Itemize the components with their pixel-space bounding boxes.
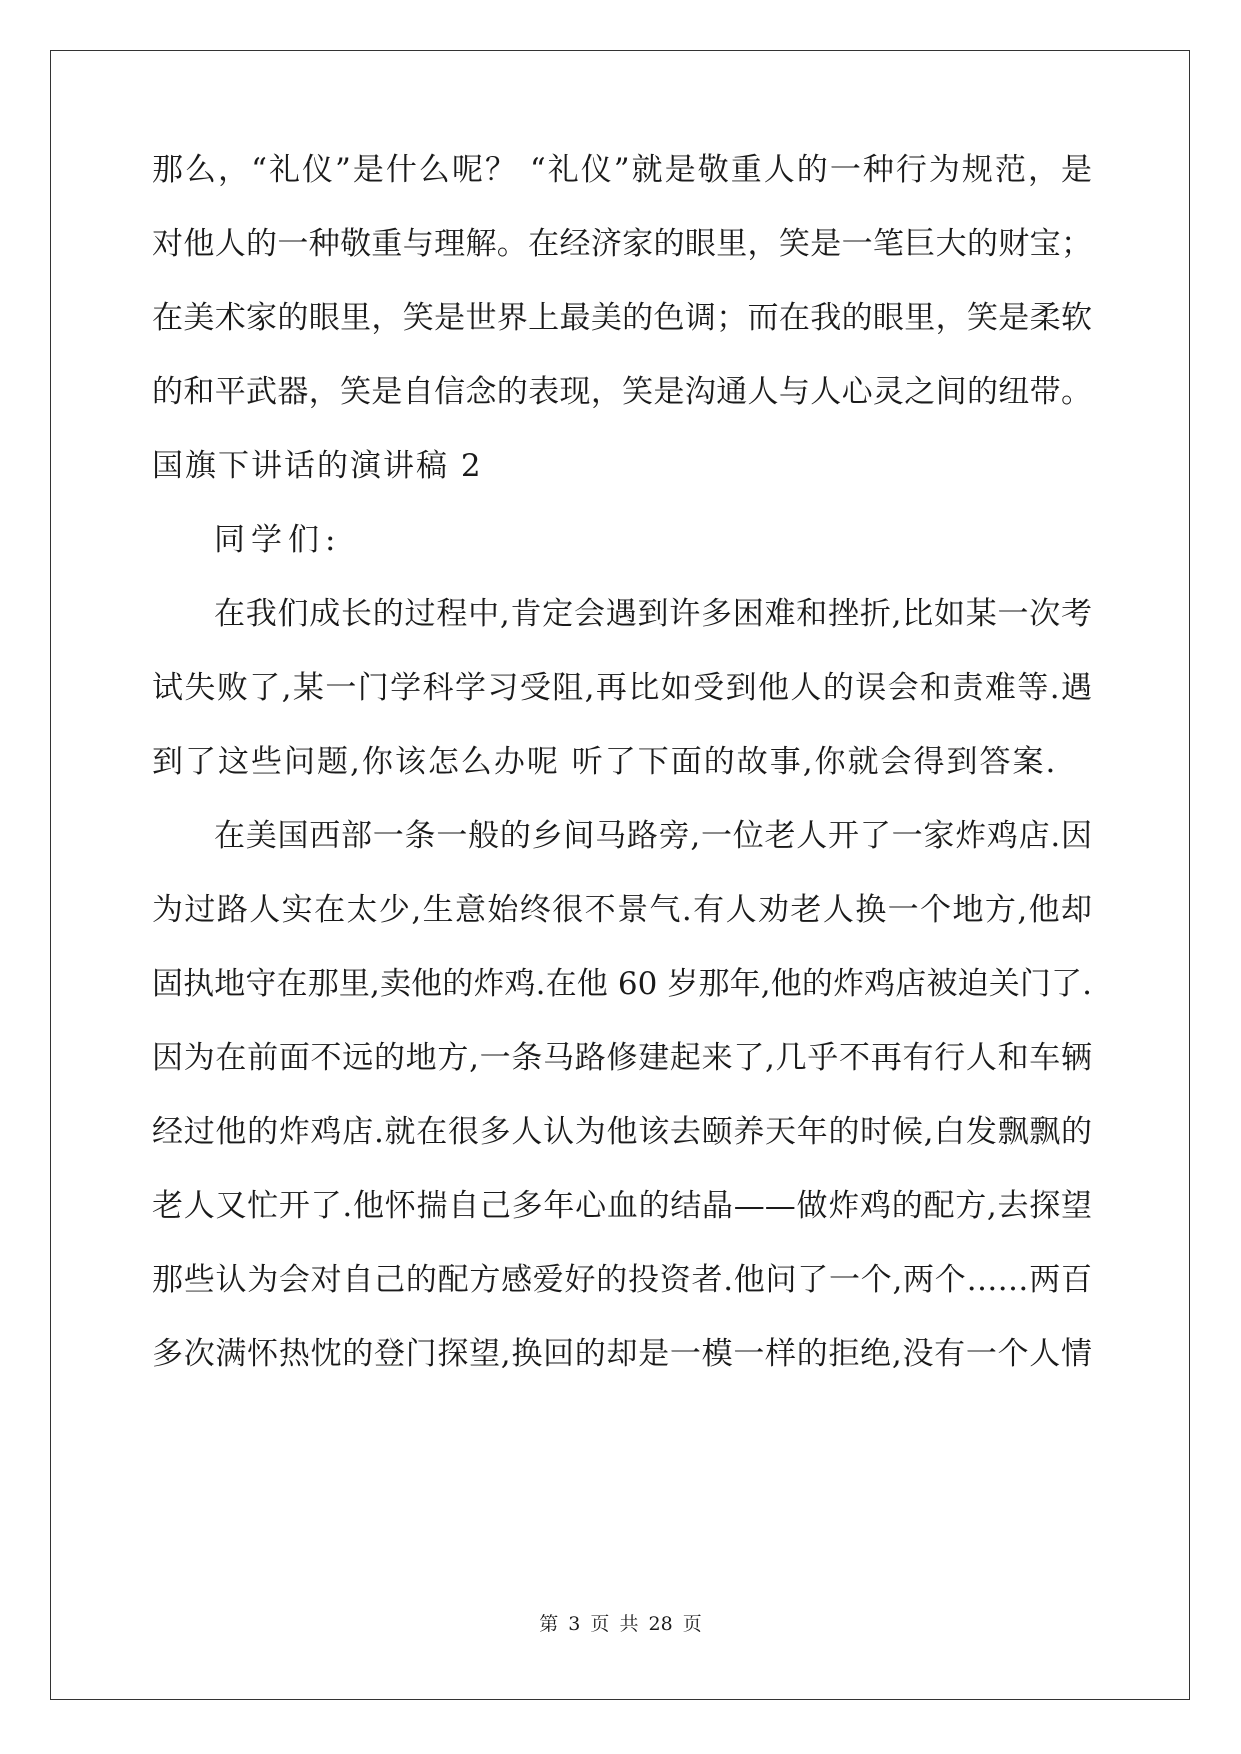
paragraph-line: 那么，“礼仪”是什么呢？ “礼仪”就是敬重人的一种行为规范，是 xyxy=(152,152,1092,188)
paragraph-line: 多次满怀热忱的登门探望,换回的却是一模一样的拒绝,没有一个人情 xyxy=(152,1336,1092,1372)
paragraph-line: 固执地守在那里,卖他的炸鸡.在他 60 岁那年,他的炸鸡店被迫关门了. xyxy=(152,966,1092,1002)
paragraph-line: 到了这些问题,你该怎么办呢 听了下面的故事,你就会得到答案. xyxy=(152,744,1058,780)
paragraph-line: 那些认为会对自己的配方感爱好的投资者.他问了一个,两个……两百 xyxy=(152,1262,1092,1298)
paragraph-line: 对他人的一种敬重与理解。在经济家的眼里，笑是一笔巨大的财宝； xyxy=(152,226,1092,262)
paragraph-line: 因为在前面不远的地方,一条马路修建起来了,几乎不再有行人和车辆 xyxy=(152,1040,1092,1076)
paragraph-line: 为过路人实在太少,生意始终很不景气.有人劝老人换一个地方,他却 xyxy=(152,892,1092,928)
paragraph-line: 在美国西部一条一般的乡间马路旁,一位老人开了一家炸鸡店.因 xyxy=(214,818,1092,854)
paragraph-line: 的和平武器，笑是自信念的表现，笑是沟通人与人心灵之间的纽带。 xyxy=(152,374,1092,410)
page-number-footer: 第 3 页 共 28 页 xyxy=(539,1613,702,1635)
section-heading: 国旗下讲话的演讲稿 2 xyxy=(152,448,483,484)
salutation: 同学们: xyxy=(214,522,342,558)
paragraph-line: 试失败了,某一门学科学习受阻,再比如受到他人的误会和责难等.遇 xyxy=(152,670,1092,706)
paragraph-line: 在美术家的眼里，笑是世界上最美的色调；而在我的眼里，笑是柔软 xyxy=(152,300,1092,336)
paragraph-line: 在我们成长的过程中,肯定会遇到许多困难和挫折,比如某一次考 xyxy=(214,596,1092,632)
paragraph-line: 经过他的炸鸡店.就在很多人认为他该去颐养天年的时候,白发飘飘的 xyxy=(152,1114,1092,1150)
paragraph-line: 老人又忙开了.他怀揣自己多年心血的结晶——做炸鸡的配方,去探望 xyxy=(152,1188,1092,1224)
